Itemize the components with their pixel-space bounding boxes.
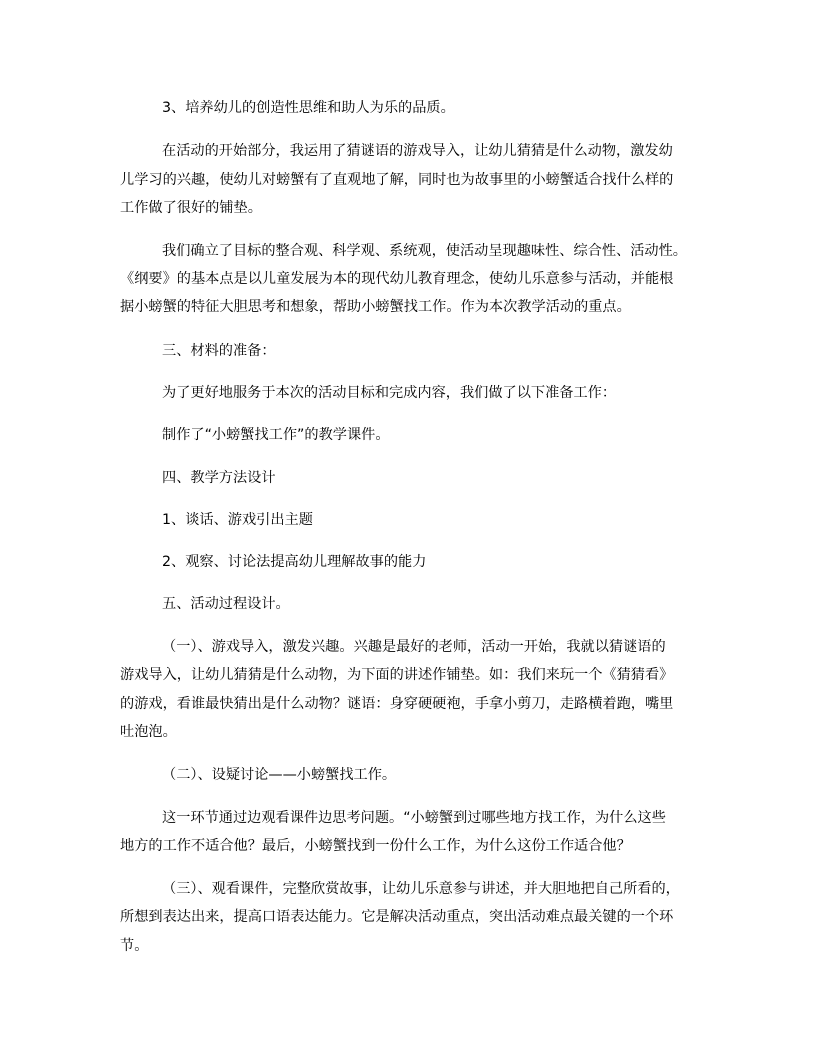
paragraph-goals-line-3: 据小螃蟹的特征大胆思考和想象，帮助小螃蟹找工作。作为本次教学活动的重点。 (120, 299, 631, 315)
process-step-3-line-1: （三）、观看课件，完整欣赏故事，让幼儿乐意参与讲述，并大胆地把自己所看的， (162, 881, 680, 897)
process-step-1-line-1: （一）、游戏导入，激发兴趣。兴趣是最好的老师，活动一开始，我就以猜谜语的 (162, 639, 666, 655)
paragraph-activity-start-line-1: 在活动的开始部分，我运用了猜谜语的游戏导入，让幼儿猜猜是什么动物，激发幼 (162, 143, 673, 159)
process-step-1-line-2: 游戏导入，让幼儿猜猜是什么动物，为下面的讲述作铺垫。如：我们来玩一个《猜猜看》 (120, 667, 674, 683)
process-step-1-line-3: 的游戏，看谁最快猜出是什么动物？谜语：身穿硬硬袍，手拿小剪刀，走路横着跑，嘴里 (120, 696, 674, 712)
process-step-1-line-4: 吐泡泡。 (120, 724, 177, 740)
goal-item-3: 3、培养幼儿的创造性思维和助人为乐的品质。 (162, 100, 455, 116)
process-step-2: （二）、设疑讨论——小螃蟹找工作。 (162, 767, 397, 783)
paragraph-courseware: 制作了“小螃蟹找工作”的教学课件。 (162, 427, 390, 443)
paragraph-goals-line-2: 《纲要》的基本点是以儿童发展为本的现代幼儿教育理念，使幼儿乐意参与活动，并能根 (120, 271, 674, 287)
process-step-3-line-3: 节。 (120, 938, 149, 954)
method-item-1: 1、谈话、游戏引出主题 (162, 512, 313, 528)
paragraph-materials: 为了更好地服务于本次的活动目标和完成内容，我们做了以下准备工作： (162, 385, 617, 401)
section-heading-methods: 四、教学方法设计 (162, 470, 276, 486)
method-item-2: 2、观察、讨论法提高幼儿理解故事的能力 (162, 554, 427, 570)
paragraph-step-2-line-2: 地方的工作不适合他？最后，小螃蟹找到一份什么工作，为什么这份工作适合他？ (120, 838, 631, 854)
paragraph-activity-start-line-3: 工作做了很好的铺垫。 (120, 200, 262, 216)
section-heading-process: 五、活动过程设计。 (162, 596, 290, 612)
paragraph-activity-start-line-2: 儿学习的兴趣，使幼儿对螃蟹有了直观地了解，同时也为故事里的小螃蟹适合找什么样的 (120, 172, 674, 188)
process-step-3-line-2: 所想到表达出来，提高口语表达能力。它是解决活动重点，突出活动难点最关键的一个环 (120, 909, 674, 925)
paragraph-step-2-line-1: 这一环节通过边观看课件边思考问题。“小螃蟹到过哪些地方找工作，为什么这些 (162, 810, 666, 826)
section-heading-materials: 三、材料的准备： (162, 343, 276, 359)
paragraph-goals-line-1: 我们确立了目标的整合观、科学观、系统观，使活动呈现趣味性、综合性、活动性。 (162, 243, 687, 259)
